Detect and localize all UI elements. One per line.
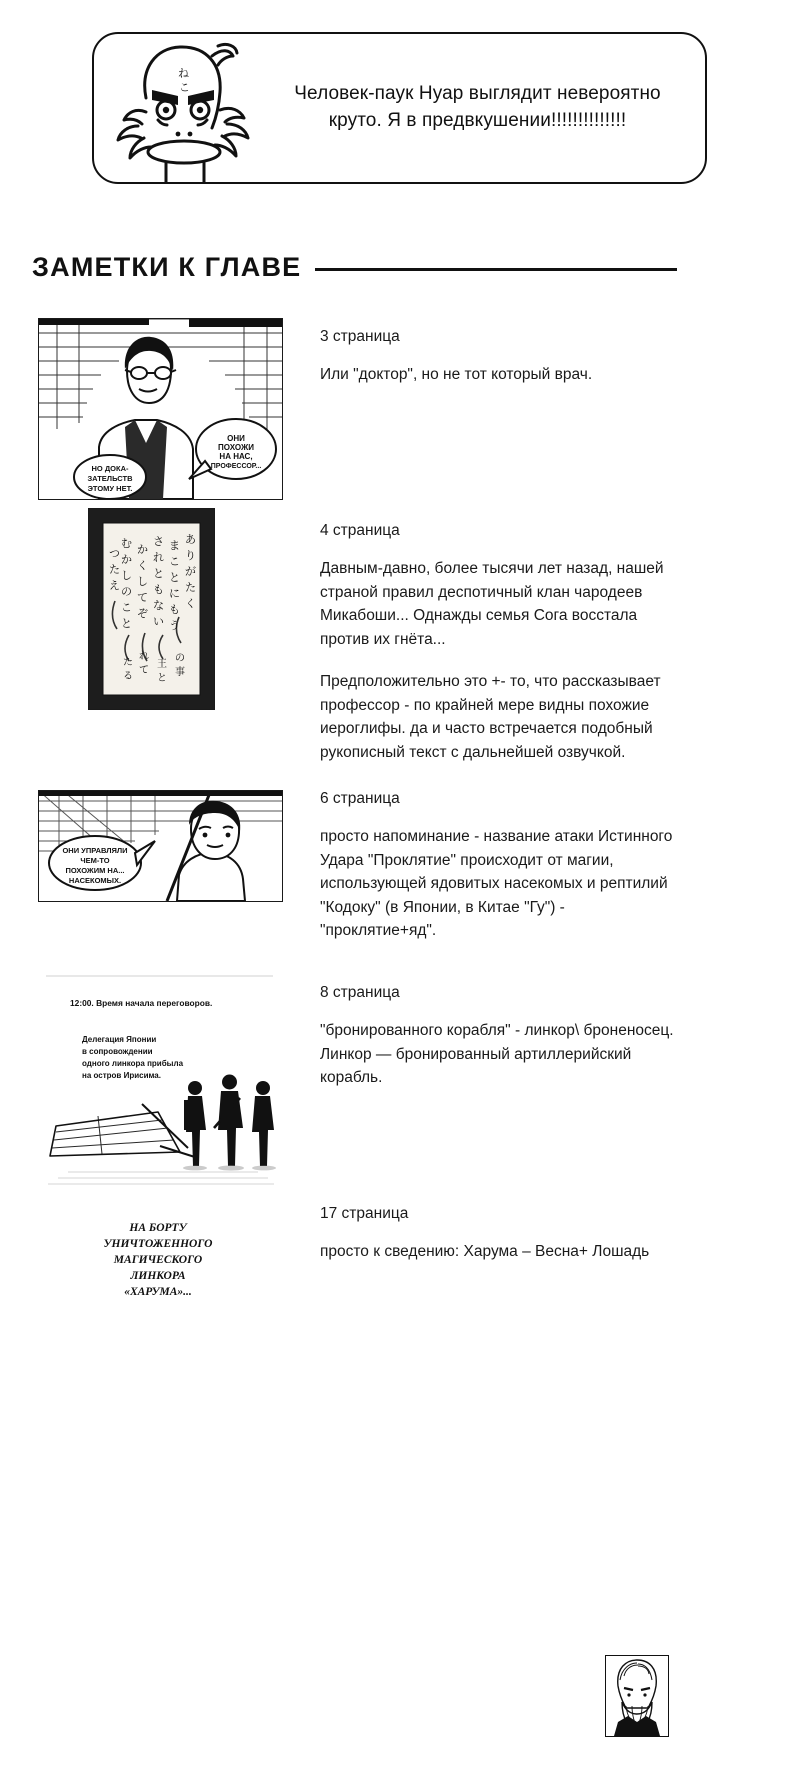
manga-panel-young-man	[38, 790, 283, 902]
section-header	[32, 252, 677, 283]
svg-text:ПРОФЕССОР...: ПРОФЕССОР...	[210, 463, 262, 470]
svg-text:と: と	[169, 572, 180, 584]
svg-text:ПОХОЖИМ НА...: ПОХОЖИМ НА...	[65, 866, 125, 875]
svg-text:る: る	[123, 671, 133, 682]
manga-panel-professor	[38, 318, 283, 500]
svg-text:ね: ね	[178, 68, 189, 80]
svg-text:на остров Ирисима.: на остров Ирисима.	[82, 1071, 161, 1080]
svg-text:う: う	[169, 620, 180, 632]
svg-text:в сопровождении: в сопровождении	[82, 1047, 153, 1056]
svg-text:い: い	[153, 616, 164, 628]
svg-text:れ: れ	[153, 552, 164, 564]
svg-text:し: し	[137, 576, 148, 588]
note-body	[320, 1205, 680, 1264]
svg-text:え: え	[109, 580, 120, 592]
svg-text:か: か	[121, 554, 132, 566]
svg-text:ま: ま	[169, 540, 180, 552]
svg-text:の: の	[121, 586, 132, 598]
svg-text:と: と	[121, 618, 132, 630]
svg-text:た: た	[123, 657, 133, 668]
svg-text:ЧЕМ-ТО: ЧЕМ-ТО	[80, 856, 110, 865]
svg-text:НА БОРТУ: НА БОРТУ	[129, 1222, 187, 1234]
svg-text:も: も	[169, 604, 180, 616]
note-paragraph: просто к сведению: Харума – Весна+ Лошадь	[320, 1243, 650, 1260]
svg-text:ぞ: ぞ	[137, 608, 148, 620]
note-page-label: 3 страница	[320, 328, 400, 345]
svg-text:こ: こ	[121, 602, 132, 614]
header-divider	[315, 268, 677, 271]
svg-text:も: も	[153, 584, 164, 596]
svg-text:む: む	[121, 538, 132, 550]
note-body	[320, 328, 680, 387]
note-page-label: 17 страница	[320, 1205, 409, 1222]
svg-text:の: の	[175, 653, 185, 664]
svg-text:ПОХОЖИ: ПОХОЖИ	[218, 443, 254, 452]
svg-text:て: て	[139, 665, 149, 676]
note-paragraph: Предположительно это +- то, что рассказывает профессор - по крайней мере видны похожие иероглифы. да и часто встречается подобный рукописный текст с дальнейшей озвучкой.	[320, 673, 661, 761]
svg-text:王: 王	[157, 659, 167, 670]
note-page-label: 8 страница	[320, 984, 400, 1001]
manga-panel-delegation	[38, 970, 281, 1200]
note-body	[320, 984, 680, 1090]
manga-panel-battleship-caption	[38, 1205, 281, 1315]
svg-text:た: た	[185, 582, 196, 594]
svg-text:ЛИНКОРА: ЛИНКОРА	[130, 1270, 186, 1282]
svg-text:одного линкора прибыла: одного линкора прибыла	[82, 1059, 184, 1068]
svg-text:く: く	[185, 598, 196, 610]
svg-text:れ: れ	[139, 651, 149, 662]
svg-text:し: し	[121, 570, 132, 582]
note-paragraph: Давным-давно, более тысячи лет назад, нашей страной правил деспотичный клан чародеев Микабоши... Однажды семья Сога восстала против их гнёта...	[320, 560, 664, 648]
svg-text:な: な	[153, 600, 164, 612]
note-paragraph: "бронированного корабля" - линкор\ броненосец. Линкор — бронированный артиллерийский корабль.	[320, 1022, 674, 1087]
svg-text:НАСЕКОМЫХ.: НАСЕКОМЫХ.	[68, 876, 122, 885]
svg-text:て: て	[137, 592, 148, 604]
cat-face-avatar-icon	[94, 34, 284, 182]
svg-text:Делегация Японии: Делегация Японии	[82, 1035, 157, 1044]
note-paragraph: Или "доктор", но не тот который врач.	[320, 366, 593, 383]
svg-text:МАГИЧЕСКОГО: МАГИЧЕСКОГО	[113, 1254, 203, 1266]
svg-text:НО ДОКА-: НО ДОКА-	[91, 464, 129, 473]
note-page-label: 6 страница	[320, 790, 400, 807]
svg-text:あ: あ	[185, 534, 196, 546]
svg-text:ЭТОМУ НЕТ.: ЭТОМУ НЕТ.	[87, 484, 133, 493]
svg-text:り: り	[185, 550, 196, 562]
svg-text:こ: こ	[169, 556, 180, 568]
svg-text:こ: こ	[179, 82, 190, 94]
svg-text:ЗАТЕЛЬСТВ: ЗАТЕЛЬСТВ	[87, 474, 133, 483]
svg-text:に: に	[169, 588, 180, 600]
bearded-man-avatar-icon	[605, 1655, 669, 1737]
note-paragraph: просто напоминание - название атаки Истинного Удара "Проклятие" происходит от магии, использующей ядовитых насекомых и рептилий "Кодоку" (в Японии, в Китае "Гу") - "проклятие+яд".	[320, 828, 673, 940]
svg-text:事: 事	[175, 667, 185, 678]
svg-text:ОНИ: ОНИ	[227, 434, 245, 443]
svg-text:と: と	[153, 568, 164, 580]
svg-text:НА НАС,: НА НАС,	[219, 452, 253, 461]
svg-text:く: く	[137, 560, 148, 572]
svg-text:ОНИ УПРАВЛЯЛИ: ОНИ УПРАВЛЯЛИ	[62, 846, 128, 855]
note-body	[320, 790, 680, 943]
top-speech-banner	[92, 32, 707, 184]
svg-text:た: た	[109, 564, 120, 576]
note-page-label: 4 страница	[320, 522, 400, 539]
svg-text:と: と	[157, 673, 167, 684]
svg-text:か: か	[137, 544, 148, 556]
manga-panel-ancient-scroll	[88, 508, 215, 710]
svg-text:12:00. Время начала переговоро: 12:00. Время начала переговоров.	[70, 998, 213, 1008]
note-body	[320, 522, 680, 764]
svg-text:が: が	[185, 566, 196, 578]
svg-text:«ХАРУМА»...: «ХАРУМА»...	[124, 1286, 192, 1298]
page-title: ЗАМЕТКИ К ГЛАВЕ	[32, 252, 302, 282]
svg-text:つ: つ	[109, 548, 120, 560]
svg-text:УНИЧТОЖЕННОГО: УНИЧТОЖЕННОГО	[103, 1238, 213, 1250]
svg-text:さ: さ	[153, 536, 164, 548]
banner-text: Человек-паук Нуар выглядит невероятно круто. Я в предвкушении!!!!!!!!!!!!!!	[294, 83, 661, 131]
